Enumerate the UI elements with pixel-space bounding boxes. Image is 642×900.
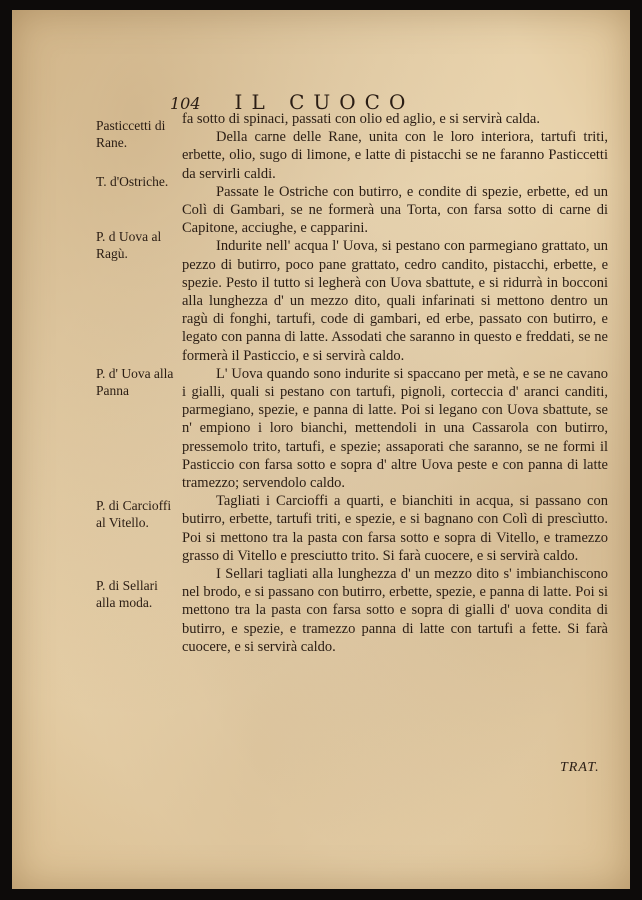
body-text xyxy=(182,110,608,656)
paragraph-continuation: fa sotto di spinaci, passati con olio ed aglio, e si servirà calda. xyxy=(182,111,540,127)
paragraph-sellari: I Sellari tagliati alla lunghezza d' un mezzo dito s' imbianchiscono nel brodo, e si passano con butirro, erbette, spezie, e panna di latte. Poi si mettono tra la pasta con farsa sotto e sopra di gialli d' uova condita di butirro, e spezie, e tramezzo panna di latte con tartufi a fette. Si farà cuocere, e si servirà caldo. xyxy=(182,566,608,655)
paragraph-uova-panna: L' Uova quando sono indurite si spaccano per metà, e se ne cavano i gialli, quali si pestano con tartufi, pignoli, corteccia d' aranci canditi, parmegiano, spezie, e panna di latte. Poi si legano con Uova sbattute, se n' empiono i loro bianchi, mettendoli in una Cassarola con butirro, pressemolo trito, tartufi, e spezie; assaporati che saranno, se ne formi il Pasticcio con farsa sotto e sopra d' altre Uova peste e con panna di latte tramezzo; servendolo caldo. xyxy=(182,365,608,492)
margin-note-carcioffi: P. di Carcioffi al Vitello. xyxy=(96,498,172,530)
book-page xyxy=(12,10,630,889)
running-title: IL CUOCO xyxy=(234,90,415,114)
margin-note-ostriche: T. d'Ostriche. xyxy=(96,174,169,189)
paragraph-rane: Della carne delle Rane, unita con le loro interiora, tartufi triti, erbette, olio, sugo di limone, e latte di pistacchi se ne faranno Pasticcetti da servirli caldi. xyxy=(182,129,608,182)
catchword: TRAT. xyxy=(560,760,600,775)
margin-note-sellari: P. di Sellari alla moda. xyxy=(96,578,158,610)
paragraph-uova-ragu: Indurite nell' acqua l' Uova, si pestano con parmegiano grattato, un pezzo di butirro, poco pane grattato, cedro candito, pistacchi, erbette, e spezie. Pesto il tutto si legherà con Uova sbattute, e si ridurrà in bocconi alla lunghezza d' un mezzo dito, quali infarinati si mettono dentro un ragù di fonghi, tartufi, code di gambari, ed erbe, passato con butirro, e legato con panna di latte. Assodati che saranno in questo e freddati, se ne formerà il Pasticcio, e si servirà caldo. xyxy=(182,238,608,364)
page-number: 104 xyxy=(170,94,201,113)
paragraph-carcioffi: Tagliati i Carcioffi a quarti, e bianchiti in acqua, si passano con butirro, erbette, tartufi triti, e spezie, e si bagnano con Colì di prescìutto. Poi si mettono tra la pasta con farsa sotto e sopra di Vitello, e tramezzo grasso di Vitello e presciutto trito. Si farà cuocere, e si servirà caldo. xyxy=(182,493,608,564)
margin-note-uova-ragu: P. d Uova al Ragù. xyxy=(96,229,162,261)
paragraph-ostriche: Passate le Ostriche con butirro, e condite di spezie, erbette, ed un Colì di Gambari, se ne formerà una Torta, con farsa sotto di carne di Capitone, acciughe, e capparini. xyxy=(182,183,608,237)
margin-note-rane: Pasticcetti di Rane. xyxy=(96,118,166,150)
margin-note-uova-panna: P. d' Uova alla Panna xyxy=(96,366,174,398)
